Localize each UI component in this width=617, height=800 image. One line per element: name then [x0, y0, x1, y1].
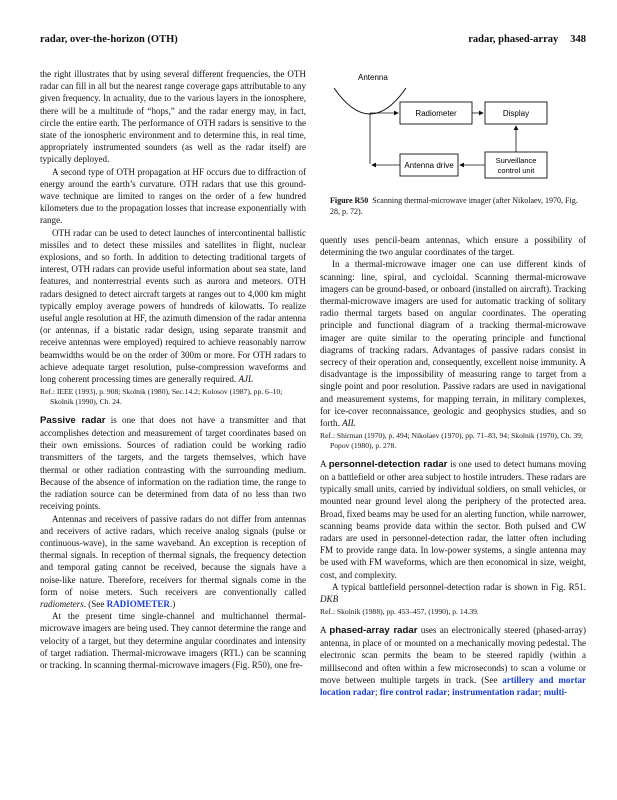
- author-initials: DKB: [320, 594, 339, 605]
- figure-caption: [330, 196, 580, 217]
- label-antenna-drive: Antenna drive: [404, 161, 454, 170]
- see-text: . (See: [83, 598, 105, 609]
- entry-term: personnel-detection radar: [328, 458, 448, 470]
- cross-reference-link[interactable]: multi-: [543, 687, 568, 698]
- label-antenna: Antenna: [358, 73, 388, 82]
- block-diagram: [320, 68, 586, 198]
- entry-phased-array-radar: [320, 624, 586, 698]
- paragraph: A second type of OTH propagation at HF occurs due to diffraction of energy around the earth’s curvature. OTH radars that use this ground-wave technique are limited to ranges on the order of a few hundred kilometers due to the propagation losses that increase exponentially with range.: [40, 166, 306, 226]
- see-end: .): [169, 598, 176, 609]
- italic-term: radiometers: [40, 598, 84, 609]
- separator: ;: [538, 687, 542, 698]
- article: A: [320, 458, 327, 469]
- separator: ;: [375, 687, 378, 698]
- paragraph: [40, 227, 306, 386]
- separator: ;: [447, 687, 450, 698]
- header-left-title: radar, over-the-horizon (OTH): [40, 34, 178, 45]
- paragraph-text: uses an electronically steered (phased-array) antenna, in place of or mounted on a mechanically moving pedestal. The electronic scan permits the beam to be steered rapidly (within a millisecond and often within a few microseconds) to scan a volume or move between multiple targets in track. (See: [320, 625, 586, 685]
- running-header: [40, 34, 586, 48]
- header-right: [468, 34, 586, 45]
- paragraph: [40, 513, 306, 611]
- paragraph: the right illustrates that by using several different frequencies, the OTH radar can fill in all but the nearest range coverage gaps attributable to any given frequency. In actuality, due to the various layers in the ionosphere, there will be a multitude of “hops,” and the radar energy may, in fact, circle the entire earth. The performance of OTH radars is sensitive to the state of the ionospheric environment and to determine this, in real time, appropriately instrumented sounders (as well as the radar itself) are typically deployed.: [40, 69, 307, 165]
- paragraph-text: In a thermal-microwave imager one can use different kinds of scanning: line, spiral, and cycloidal. Scanning thermal-microwave imagers can be ground-based, or onboard (installed on aircraft). Tracking thermal-microwave imagers are used for automatic tracking of solitary radio thermal targets based on angular coordinates. The operating principle and functional diagram of a tracking thermal-microwave imager are quite similar to the operating principle and functional diagrams of tracking radars. Advantages of passive radars consist in secrecy of their operation and, consequently, excellent noise immunity. A disadvantage is the impossibility of measuring range to target from a single point and poor resolution. Passive radars are used in navigational and measurement systems, for mapping terrain, in military complexes, for ice-cover reconnaissance, geologic and geophysics studies, and so forth.: [320, 259, 586, 429]
- cross-reference-link[interactable]: instrumentation radar: [452, 687, 539, 698]
- paragraph-text: Antennas and receivers of passive radars do not differ from antennas and receivers of active radars, which receive analog signals (pulse or continuous-wave), in the same waveband. An exception is reception of thermal signals. In reception of thermal signals, the frequency detection and temporal gating cannot be received, because the signals have a noise-like nature. Therefore, receivers for thermal signals come in the form of noise meters. Such receivers are conventionally called: [40, 513, 306, 597]
- reference: Ref.: IEEE (1993), p. 908; Skolnik (1980), Sec.14.2; Kolosov (1987), pp. 6–10; Skolnik (1990), Ch. 24.: [40, 387, 283, 407]
- cross-reference-link[interactable]: RADIOMETER: [106, 598, 170, 609]
- figure-r50: [320, 68, 586, 198]
- cross-reference-link[interactable]: fire control radar: [379, 687, 448, 698]
- paragraph: At the present time single-channel and multichannel thermal-microwave imagers are being used. They cannot determine the range and velocity of a target, but they determine angular coordinates and intensity of target radiation. Thermal-microwave imagers (RTL) can be scanning or tracking. In scanning thermal-microwave imagers (Fig. R50), one fre-: [40, 611, 306, 670]
- cross-reference-link[interactable]: artillery and mortar location radar: [320, 674, 587, 698]
- caption-label: Figure R50: [330, 196, 369, 205]
- paragraph-text: OTH radar can be used to detect launches of intercontinental ballistic missiles and to detect these missiles and satellites in flight, nuclear explosions, and so forth. In addition to detecting traditional targets of interest, OTH radars can provide useful information about sea state, land features, and nonterrestrial events such as aurora and meteors. OTH radars designed to detect aircraft targets at ranges out to 4,000 km might typically employ average powers of hundreds of kilowatts. To realize useful angle resolution at HF, the azimuth dimension of the radar antenna (or antennas, if a bistatic radar design, using separate transmit and receive antennas were employed) required to achieve reasonably narrow beamwidths would be on the order of 300m or more. For OTH radars to achieve adequate target resolution, pulse-compression waveforms and long coherent processing times are generally required.: [40, 227, 306, 385]
- antenna-dish-icon: [334, 88, 406, 114]
- article: A: [320, 625, 327, 636]
- label-radiometer: Radiometer: [415, 109, 457, 118]
- paragraph: [320, 581, 586, 605]
- header-right-title: radar, phased-array: [468, 34, 559, 45]
- paragraph-text: is one used to detect humans moving on a battlefield or other area subject to hostile intruders. These radars are typically small units, carried by individual soldiers, on small vehicles, or mounted near ground level along the periphery of the protected area. Broad, fixed beams may be used for an alerting function, while narrower, scanning beams provide data within the sector. Both pulsed and CW radars are used in personnel-detection radar, the latter often including FM to provide range data. In low-power systems, a single antenna may be used with FM waveforms, which are then economical in size, weight, cost, and complexity.: [320, 458, 586, 580]
- entry-term: Passive radar: [40, 414, 106, 426]
- author-initials: AJL: [238, 374, 254, 385]
- paragraph: [320, 258, 586, 429]
- entry-personnel-detection-radar: [320, 458, 586, 581]
- paragraph: quently uses pencil-beam antennas, which ensure a possibility of determining the two angular coordinates of the target.: [320, 235, 586, 258]
- author-initials: AIL: [342, 418, 356, 429]
- left-column: [40, 68, 306, 671]
- label-display: Display: [502, 109, 530, 118]
- label-surveillance-1: Surveillance: [495, 156, 537, 165]
- reference: Ref.: Shirman (1970), p. 494; Nikolaev (1970), pp. 71–83, 94; Skolnik (1970), Ch. 39; Popov (1980), p. 278.: [320, 431, 584, 451]
- entry-term: phased-array radar: [329, 625, 418, 637]
- entry-passive-radar: [40, 414, 306, 513]
- caption-text: Scanning thermal-microwave imager (after Nikolaev, 1970, Fig. 28, p. 72).: [330, 196, 578, 216]
- right-column: [320, 234, 586, 698]
- paragraph-text: A typical battlefield personnel-detection radar is shown in Fig. R51.: [332, 581, 586, 592]
- paragraph-text: is one that does not have a transmitter and that accomplishes detection and measurement of target coordinates based on their own emissions. Sources of radiation could be working radio transmitters of the targets, and the targets themselves, which have thermal or other radiation contrasting with the surrounding medium. Because of the absence of information on the radiation time, the range to the radiation source can be determined from data of no less than two receiving points.: [40, 414, 307, 512]
- reference: Ref.: Skolnik (1988), pp. 453–457, (1990), p. 14.39.: [320, 607, 479, 617]
- page-number: 348: [570, 34, 586, 45]
- label-surveillance-2: control unit: [497, 166, 535, 175]
